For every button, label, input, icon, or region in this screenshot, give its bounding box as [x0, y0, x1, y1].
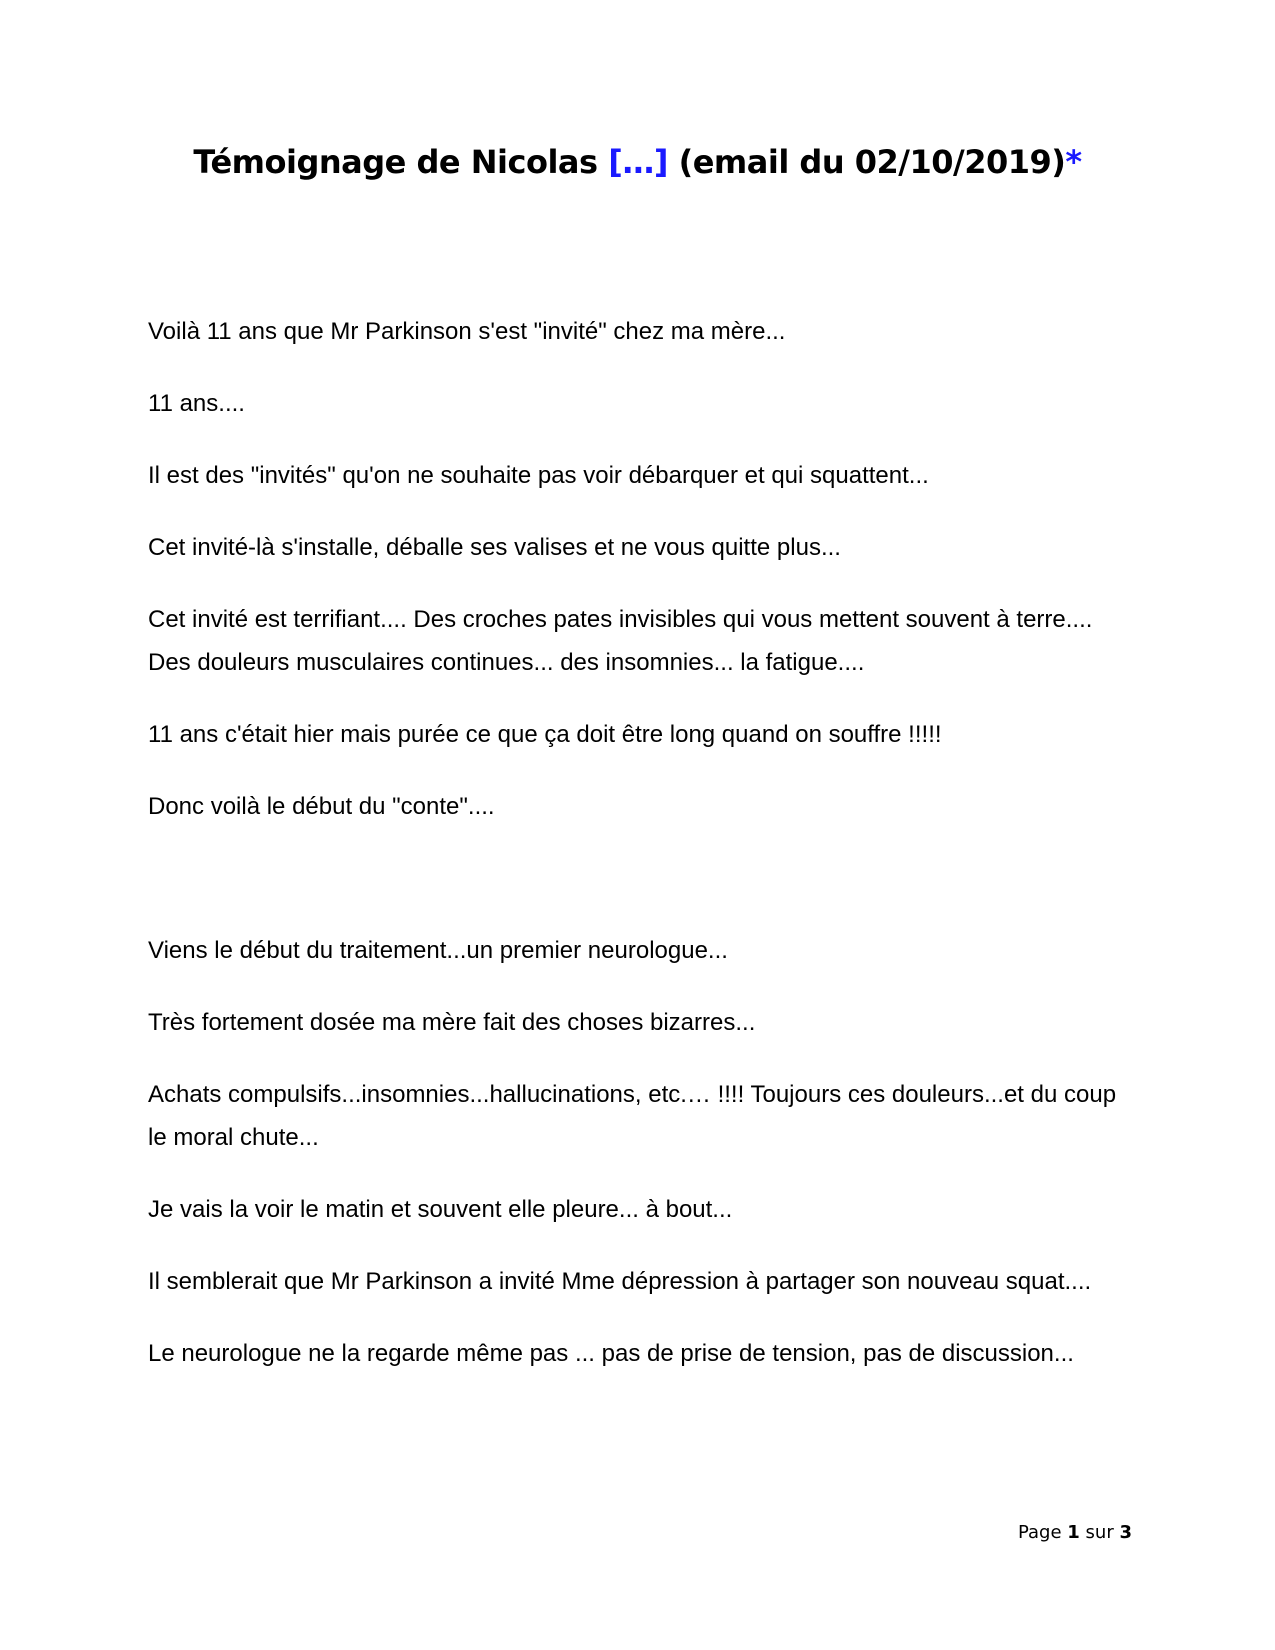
paragraph: 11 ans.... — [148, 390, 245, 417]
paragraph: Il semblerait que Mr Parkinson a invité Mme dépression à partager son nouveau squat.... — [148, 1268, 1092, 1295]
paragraph: Très fortement dosée ma mère fait des choses bizarres... — [148, 1009, 756, 1036]
footer-current-page: 1 — [1067, 1522, 1080, 1543]
title-middle: (email du 02/10/2019) — [667, 143, 1066, 181]
section-spacer — [148, 857, 1128, 929]
document-body — [148, 310, 1128, 1404]
paragraph: Je vais la voir le matin et souvent elle pleure... à bout... — [148, 1196, 733, 1223]
paragraph: Achats compulsifs...insomnies...hallucinations, etc.… !!!! Toujours ces douleurs...et du coup le moral chute... — [148, 1081, 1117, 1151]
footer-page-word: Page — [1017, 1522, 1068, 1543]
paragraph: Le neurologue ne la regarde même pas ... pas de prise de tension, pas de discussion... — [148, 1340, 1074, 1367]
title-prefix: Témoignage de Nicolas — [193, 143, 609, 181]
paragraph: Cet invité-là s'installe, déballe ses valises et ne vous quitte plus... — [148, 534, 841, 561]
paragraph: Il est des "invités" qu'on ne souhaite pas voir débarquer et qui squattent... — [148, 462, 929, 489]
paragraph: 11 ans c'était hier mais purée ce que ça doit être long quand on souffre !!!!! — [148, 721, 942, 748]
footer-of-word: sur — [1079, 1522, 1120, 1543]
document-title — [0, 140, 1275, 184]
footer-total-pages: 3 — [1119, 1522, 1132, 1543]
paragraph: Voilà 11 ans que Mr Parkinson s'est "invité" chez ma mère... — [148, 318, 786, 345]
page-footer — [1018, 1521, 1132, 1545]
paragraph: Cet invité est terrifiant.... Des croches pates invisibles qui vous mettent souvent à terre.... Des douleurs musculaires continues... des insomnies... la fatigue.... — [148, 606, 1093, 676]
title-asterisk: * — [1065, 143, 1082, 181]
paragraph: Donc voilà le début du "conte".... — [148, 793, 495, 820]
title-redacted: […] — [608, 143, 668, 181]
paragraph: Viens le début du traitement...un premier neurologue... — [148, 937, 728, 964]
